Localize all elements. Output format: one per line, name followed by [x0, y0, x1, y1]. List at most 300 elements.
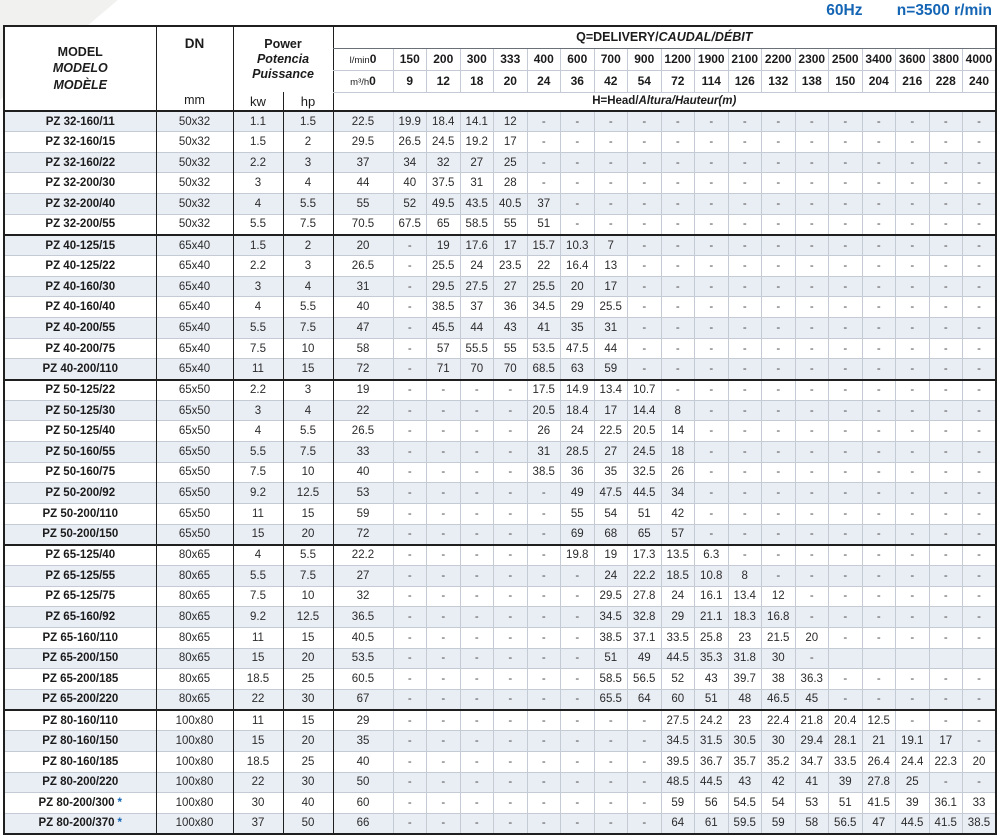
head-value-cell: 17 [594, 276, 628, 297]
head-value-cell: 20.4 [829, 710, 863, 731]
head-value-cell: 60 [333, 793, 393, 814]
head-value-cell: 47.5 [561, 338, 595, 359]
head-value-cell [896, 565, 930, 586]
head-value-cell [661, 173, 695, 194]
model-name: PZ 32-200/30 [45, 177, 116, 190]
head-value-cell: 55.5 [460, 338, 494, 359]
no-data-dash: - [508, 652, 513, 665]
no-data-dash: - [977, 362, 981, 375]
no-data-dash: - [575, 611, 580, 624]
no-data-dash: - [709, 528, 714, 541]
power-kw-cell: 1.5 [233, 132, 283, 153]
head-value-cell: 65.5 [594, 689, 628, 710]
head-value-cell [929, 297, 963, 318]
table-row [4, 545, 996, 566]
head-value-cell: 14.9 [561, 380, 595, 401]
head-value-cell: 44 [333, 173, 393, 194]
no-data-dash: - [843, 611, 848, 624]
dn-column-header [156, 26, 233, 111]
power-kw-cell: 4 [233, 421, 283, 442]
head-value-cell: 18.3 [728, 607, 762, 628]
head-value-cell: 18 [661, 442, 695, 463]
head-value-cell [695, 338, 729, 359]
head-value-cell [427, 772, 461, 793]
head-value-cell: 29 [561, 297, 595, 318]
model-name: PZ 80-200/300 [38, 796, 115, 809]
head-value-cell: 55 [494, 338, 528, 359]
power-kw-cell: 30 [233, 793, 283, 814]
head-value-cell: 19.8 [561, 545, 595, 566]
no-data-dash: - [575, 218, 580, 231]
no-data-dash: - [843, 549, 848, 562]
table-row [4, 318, 996, 339]
head-value-cell [829, 565, 863, 586]
head-value-cell: 27.5 [460, 276, 494, 297]
head-value-cell [695, 483, 729, 504]
no-data-dash: - [910, 549, 915, 562]
dn-cell: 65x50 [156, 442, 233, 463]
model-name: PZ 32-160/15 [45, 135, 116, 148]
model-cell [4, 276, 156, 297]
head-value-cell [862, 214, 896, 235]
head-value-cell: 59 [594, 359, 628, 380]
no-data-dash: - [441, 776, 446, 789]
power-hp-cell: 40 [283, 793, 333, 814]
model-header-en: MODEL [57, 45, 103, 60]
dn-cell: 50x32 [156, 132, 233, 153]
dn-cell: 50x32 [156, 111, 233, 132]
head-value-cell [896, 111, 930, 132]
head-value-cell [829, 627, 863, 648]
no-data-dash: - [642, 817, 647, 830]
head-value-cell [762, 338, 796, 359]
head-value-cell: 40 [333, 751, 393, 772]
head-value-cell: 25.5 [427, 256, 461, 277]
head-value-cell [427, 400, 461, 421]
head-value-cell [460, 669, 494, 690]
head-value-cell: 56.5 [628, 669, 662, 690]
head-value-cell [494, 503, 528, 524]
head-value-cell: 44 [460, 318, 494, 339]
no-data-dash: - [809, 197, 814, 210]
power-hp-cell: 30 [283, 772, 333, 793]
no-data-dash: - [977, 177, 981, 190]
head-value-cell [862, 669, 896, 690]
no-data-dash: - [742, 507, 747, 520]
head-value-cell [929, 442, 963, 463]
no-data-dash: - [843, 115, 848, 128]
no-data-dash: - [977, 342, 981, 355]
head-value-cell [795, 173, 829, 194]
head-value-cell: 44.5 [661, 648, 695, 669]
model-cell [4, 194, 156, 215]
table-row [4, 359, 996, 380]
head-value-cell [494, 524, 528, 545]
head-value-cell: 25.8 [695, 627, 729, 648]
head-value-cell: 29.5 [333, 132, 393, 153]
head-value-cell: 29 [661, 607, 695, 628]
head-value-cell: 17.6 [460, 235, 494, 256]
head-value-cell: 26.5 [333, 421, 393, 442]
head-value-cell [896, 338, 930, 359]
head-value-cell: 29.5 [594, 586, 628, 607]
head-value-cell [963, 772, 997, 793]
no-data-dash: - [910, 197, 915, 210]
no-data-dash: - [441, 817, 446, 830]
head-value-cell [963, 731, 997, 752]
model-cell [4, 256, 156, 277]
head-value-cell: 39.5 [661, 751, 695, 772]
head-value-cell [896, 607, 930, 628]
model-cell [4, 710, 156, 731]
model-cell [4, 503, 156, 524]
head-value-cell: 69 [561, 524, 595, 545]
dn-cell: 65x40 [156, 235, 233, 256]
no-data-dash: - [977, 569, 981, 582]
dn-cell: 80x65 [156, 565, 233, 586]
head-value-cell [695, 503, 729, 524]
head-value-cell: 44 [594, 338, 628, 359]
no-data-dash: - [508, 611, 513, 624]
head-value-cell [561, 669, 595, 690]
flow-col-header: 4000 [963, 48, 997, 70]
head-value-cell [460, 545, 494, 566]
head-value-cell: 43 [695, 669, 729, 690]
head-value-cell [929, 483, 963, 504]
head-value-cell: 23 [728, 710, 762, 731]
no-data-dash: - [441, 755, 446, 768]
no-data-dash: - [977, 693, 981, 706]
power-hp-cell: 4 [283, 400, 333, 421]
no-data-dash: - [742, 466, 747, 479]
no-data-dash: - [776, 280, 781, 293]
no-data-dash: - [742, 156, 747, 169]
head-value-cell [460, 772, 494, 793]
model-name: PZ 65-125/75 [45, 590, 116, 603]
head-value-cell: 40.5 [494, 194, 528, 215]
head-value-cell: 21 [862, 731, 896, 752]
head-value-cell [963, 503, 997, 524]
no-data-dash: - [709, 404, 714, 417]
head-value-cell [494, 751, 528, 772]
head-value-cell [460, 793, 494, 814]
no-data-dash: - [977, 384, 981, 397]
no-data-dash: - [977, 135, 981, 148]
head-value-cell: 55 [333, 194, 393, 215]
head-value-cell [963, 256, 997, 277]
head-value-cell: 38.5 [427, 297, 461, 318]
no-data-dash: - [809, 156, 814, 169]
no-data-dash: - [575, 735, 580, 748]
no-data-dash: - [407, 342, 412, 355]
no-data-dash: - [508, 466, 513, 479]
head-value-cell [628, 132, 662, 153]
head-value-cell: 27.8 [628, 586, 662, 607]
no-data-dash: - [608, 115, 613, 128]
flow-col-header: 54 [628, 70, 662, 92]
no-data-dash: - [642, 259, 647, 272]
no-data-dash: - [742, 197, 747, 210]
head-value-cell [494, 648, 528, 669]
model-name: PZ 65-160/110 [42, 631, 118, 644]
head-value-cell [561, 565, 595, 586]
head-value-cell [762, 152, 796, 173]
power-kw-cell: 4 [233, 194, 283, 215]
no-data-dash: - [876, 611, 881, 624]
head-value-cell [829, 256, 863, 277]
head-value-cell: 21.5 [762, 627, 796, 648]
no-data-dash: - [608, 796, 613, 809]
no-data-dash: - [809, 321, 814, 334]
head-value-cell: 54.5 [728, 793, 762, 814]
no-data-dash: - [508, 569, 513, 582]
head-value-cell: 60.5 [333, 669, 393, 690]
no-data-dash: - [675, 239, 680, 252]
no-data-dash: - [876, 549, 881, 562]
no-data-dash: - [776, 487, 781, 500]
dn-cell: 65x50 [156, 400, 233, 421]
no-data-dash: - [474, 817, 479, 830]
no-data-dash: - [742, 404, 747, 417]
head-value-cell: 25 [896, 772, 930, 793]
head-value-cell [896, 710, 930, 731]
head-value-cell [695, 111, 729, 132]
power-hp-cell: 50 [283, 813, 333, 834]
head-value-cell [762, 318, 796, 339]
head-value-cell [929, 276, 963, 297]
head-value-cell [628, 731, 662, 752]
head-value-cell [728, 276, 762, 297]
no-data-dash: - [977, 239, 981, 252]
no-data-dash: - [910, 280, 915, 293]
head-value-cell [862, 442, 896, 463]
no-data-dash: - [943, 384, 948, 397]
model-cell [4, 689, 156, 710]
no-data-dash: - [407, 652, 412, 665]
no-data-dash: - [474, 404, 479, 417]
flow-col-header: 300 [460, 48, 494, 70]
no-data-dash: - [876, 301, 881, 314]
head-value-cell [494, 462, 528, 483]
no-data-dash: - [977, 714, 981, 727]
no-data-dash: - [742, 362, 747, 375]
head-value-cell [963, 524, 997, 545]
no-data-dash: - [843, 528, 848, 541]
head-value-cell [393, 462, 427, 483]
no-data-dash: - [876, 425, 881, 438]
no-data-dash: - [508, 384, 513, 397]
head-value-cell: 56 [695, 793, 729, 814]
head-value-cell: 27 [460, 152, 494, 173]
head-value-cell [762, 442, 796, 463]
head-value-cell [862, 503, 896, 524]
head-value-cell [393, 276, 427, 297]
head-value-cell [728, 256, 762, 277]
no-data-dash: - [742, 280, 747, 293]
head-value-cell [896, 669, 930, 690]
head-value-cell [963, 235, 997, 256]
head-value-cell [829, 483, 863, 504]
model-name: PZ 65-200/220 [42, 693, 119, 706]
no-data-dash: - [943, 342, 948, 355]
no-data-dash: - [809, 611, 814, 624]
head-value-cell [862, 586, 896, 607]
no-data-dash: - [977, 590, 981, 603]
no-data-dash: - [642, 321, 647, 334]
no-data-dash: - [776, 404, 781, 417]
head-value-cell: 24.5 [427, 132, 461, 153]
head-value-cell: 44.5 [628, 483, 662, 504]
no-data-dash: - [474, 507, 479, 520]
head-value-cell: 40 [333, 297, 393, 318]
no-data-dash: - [943, 135, 948, 148]
power-kw-cell: 3 [233, 276, 283, 297]
head-value-cell [829, 318, 863, 339]
model-cell [4, 627, 156, 648]
no-data-dash: - [608, 218, 613, 231]
no-data-dash: - [575, 796, 580, 809]
head-value-cell [494, 689, 528, 710]
head-value-cell: 30.5 [728, 731, 762, 752]
head-value-cell [795, 235, 829, 256]
head-value-cell [896, 256, 930, 277]
head-value-cell [795, 565, 829, 586]
no-data-dash: - [809, 549, 814, 562]
head-value-cell [829, 235, 863, 256]
head-value-cell [561, 194, 595, 215]
head-value-cell [594, 751, 628, 772]
no-data-dash: - [943, 177, 948, 190]
head-value-cell: 37 [527, 194, 561, 215]
dn-cell: 65x40 [156, 338, 233, 359]
no-data-dash: - [742, 487, 747, 500]
head-value-cell: 18.4 [427, 111, 461, 132]
flow-col-header: 600 [561, 48, 595, 70]
head-value-cell [929, 524, 963, 545]
dn-cell: 65x50 [156, 483, 233, 504]
no-data-dash: - [943, 487, 948, 500]
no-data-dash: - [407, 466, 412, 479]
no-data-dash: - [809, 135, 814, 148]
head-value-cell: 27.8 [862, 772, 896, 793]
no-data-dash: - [843, 487, 848, 500]
no-data-dash: - [910, 135, 915, 148]
power-kw-cell: 15 [233, 648, 283, 669]
power-hp-cell: 10 [283, 586, 333, 607]
flow-col-header: 228 [929, 70, 963, 92]
head-value-cell: 28.5 [561, 442, 595, 463]
head-value-cell: 23.5 [494, 256, 528, 277]
head-value-cell: 24 [561, 421, 595, 442]
no-data-dash: - [876, 280, 881, 293]
head-value-cell [561, 214, 595, 235]
head-value-cell [795, 194, 829, 215]
no-data-dash: - [943, 259, 948, 272]
head-value-cell [795, 318, 829, 339]
head-value-cell: 21.8 [795, 710, 829, 731]
head-value-cell: 24 [460, 256, 494, 277]
no-data-dash: - [709, 384, 714, 397]
power-kw-cell: 11 [233, 359, 283, 380]
no-data-dash: - [575, 590, 580, 603]
dn-cell: 100x80 [156, 772, 233, 793]
no-data-dash: - [809, 590, 814, 603]
no-data-dash: - [843, 384, 848, 397]
power-hp-cell: 4 [283, 173, 333, 194]
no-data-dash: - [977, 404, 981, 417]
no-data-dash: - [910, 342, 915, 355]
no-data-dash: - [407, 755, 412, 768]
no-data-dash: - [977, 321, 981, 334]
head-value-cell [393, 503, 427, 524]
head-value-cell [896, 132, 930, 153]
lmin-unit-label: l/min [349, 55, 370, 66]
table-row [4, 256, 996, 277]
head-value-cell [829, 380, 863, 401]
head-value-cell: 36.3 [795, 669, 829, 690]
dn-cell: 80x65 [156, 648, 233, 669]
head-value-cell: 31.5 [695, 731, 729, 752]
no-data-dash: - [541, 776, 546, 789]
head-value-cell: 7 [594, 235, 628, 256]
head-value-cell [929, 338, 963, 359]
hp-header: hp [283, 92, 333, 111]
flow-col-header: 20 [494, 70, 528, 92]
pump-performance-table [3, 25, 997, 835]
dn-cell: 100x80 [156, 793, 233, 814]
table-row [4, 648, 996, 669]
head-value-cell: 41 [795, 772, 829, 793]
head-value-cell [762, 565, 796, 586]
head-value-cell: 38.5 [527, 462, 561, 483]
head-value-cell [829, 648, 863, 669]
head-value-cell: 42 [661, 503, 695, 524]
frequency-label: 60Hz [826, 2, 863, 19]
no-data-dash: - [407, 735, 412, 748]
head-value-cell [896, 276, 930, 297]
head-value-cell [929, 772, 963, 793]
head-value-cell: 26.5 [393, 132, 427, 153]
no-data-dash: - [876, 239, 881, 252]
head-value-cell [427, 689, 461, 710]
no-data-dash: - [541, 135, 546, 148]
head-units-label [333, 92, 996, 111]
no-data-dash: - [910, 611, 915, 624]
no-data-dash: - [541, 693, 546, 706]
head-value-cell [862, 256, 896, 277]
head-value-cell [862, 297, 896, 318]
power-hp-cell: 5.5 [283, 545, 333, 566]
head-value-cell [460, 421, 494, 442]
head-value-cell [762, 380, 796, 401]
power-header-es: Potencia [256, 52, 310, 66]
no-data-dash: - [474, 693, 479, 706]
head-value-cell [561, 627, 595, 648]
head-value-cell [862, 524, 896, 545]
head-value-cell: 72 [333, 359, 393, 380]
head-value-cell [695, 442, 729, 463]
no-data-dash: - [508, 631, 513, 644]
head-value-cell [661, 111, 695, 132]
no-data-dash: - [474, 714, 479, 727]
table-row [4, 813, 996, 834]
power-hp-cell: 15 [283, 359, 333, 380]
head-value-cell [628, 235, 662, 256]
no-data-dash: - [843, 466, 848, 479]
head-value-cell [963, 152, 997, 173]
no-data-dash: - [910, 631, 915, 644]
head-value-cell [829, 132, 863, 153]
